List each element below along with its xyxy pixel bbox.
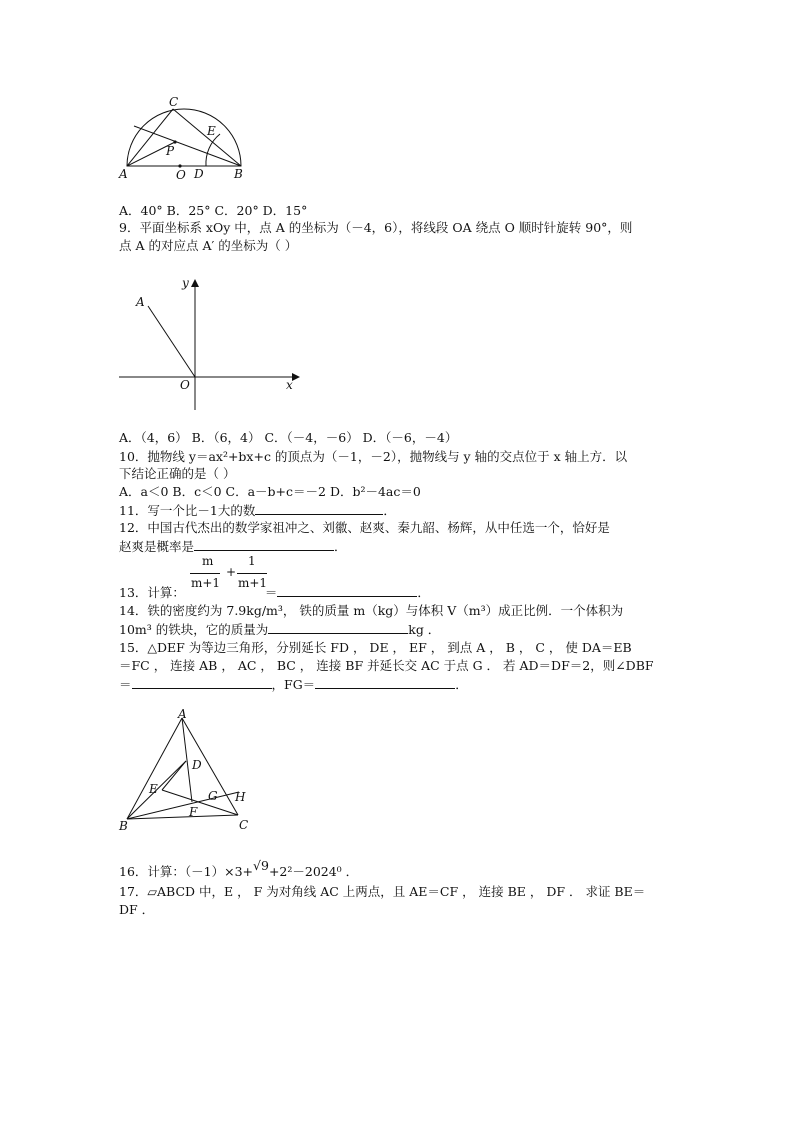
tri-label-C: C xyxy=(239,818,249,832)
q14-answer-blank[interactable] xyxy=(268,621,408,634)
axes-label-A: A xyxy=(136,295,145,309)
tri-label-F: F xyxy=(189,805,198,819)
axes-label-y: y xyxy=(182,276,189,290)
q14-text: 10m³ 的铁块，它的质量为 xyxy=(119,622,269,637)
q13-den2: m+1 xyxy=(238,576,268,590)
q9-line1: 9．平面坐标系 xOy 中，点 A 的坐标为（－4，6），将线段 OA 绕点 O 顺时针旋转 90°，则 xyxy=(119,220,633,235)
q15-angle-blank[interactable] xyxy=(132,676,272,689)
q15-eq: ＝ xyxy=(119,677,132,692)
q13-label: 13．计算： xyxy=(119,585,185,600)
axes-figure xyxy=(114,272,304,414)
q16-sqrt: √9 xyxy=(253,858,269,873)
q14-unit: kg ． xyxy=(408,622,441,637)
q13 xyxy=(119,584,430,601)
q15-line2: ＝FC ， 连接 AB ， AC ， BC ， 连接 BF 并延长交 AC 于点 G ． 若 AD＝DF＝2，则∠DBF xyxy=(119,658,654,673)
q9-options: A．（4，6） B．（6，4） C．（－4，－6） D．（－6，－4） xyxy=(119,430,458,445)
q12-line1: 12．中国古代杰出的数学家祖冲之、刘徽、赵爽、秦九韶、杨辉，从中任选一个，恰好是 xyxy=(119,520,610,535)
tri-label-H: H xyxy=(235,790,246,804)
q13-num1: m xyxy=(202,554,214,568)
axes-label-x: x xyxy=(286,378,293,392)
q12-text: 赵爽是概率是 xyxy=(119,539,195,554)
q14-line1: 14．铁的密度约为 7.9kg/m³， 铁的质量 m（kg）与体积 V（m³）成正比例．一个体积为 xyxy=(119,603,624,618)
q11 xyxy=(119,502,396,519)
label-A: A xyxy=(119,167,128,181)
label-O: O xyxy=(176,168,186,182)
tri-label-E: E xyxy=(149,782,158,796)
q12-end: ． xyxy=(334,539,347,554)
semicircle-figure xyxy=(114,92,250,184)
tri-label-A: A xyxy=(178,707,187,721)
q11-answer-blank[interactable] xyxy=(255,502,383,515)
q12-answer-blank[interactable] xyxy=(194,538,334,551)
tri-label-D: D xyxy=(192,758,202,772)
q9-line2: 点 A 的对应点 A′ 的坐标为（ ） xyxy=(119,238,298,253)
q13-num2: 1 xyxy=(248,554,256,568)
tri-label-B: B xyxy=(119,819,128,833)
q15-fg-blank[interactable] xyxy=(315,676,455,689)
q17-line1: 17．▱ABCD 中，E ， F 为对角线 AC 上两点，且 AE＝CF ， 连接 BE ， DF ． 求证 BE＝ xyxy=(119,884,646,899)
q15-line1: 15．△DEF 为等边三角形，分别延长 FD ， DE ， EF ， 到点 A ， B ， C ， 使 DA＝EB xyxy=(119,640,632,655)
q13-end: ． xyxy=(417,585,430,600)
q17-line2: DF ． xyxy=(119,902,155,917)
q8-options: A．40° B．25° C．20° D．15° xyxy=(119,203,308,218)
q13-eq: ＝ xyxy=(264,585,278,600)
q15-fg-label: ，FG＝ xyxy=(271,677,316,692)
q10-options: A．a＜0 B．c＜0 C．a－b+c＝－2 D．b²－4ac＝0 xyxy=(119,484,421,499)
q13-plus: + xyxy=(226,565,237,579)
label-P: P xyxy=(166,144,175,158)
q13-den1: m+1 xyxy=(191,576,221,590)
q11-end: ． xyxy=(383,503,396,518)
q12-line2 xyxy=(119,538,347,555)
axes-label-O: O xyxy=(180,378,190,392)
label-D: D xyxy=(194,167,204,181)
triangle-figure xyxy=(114,706,259,836)
q16-rest: +2²－2024⁰ ． xyxy=(268,864,359,879)
q15-end: ． xyxy=(455,677,468,692)
q10-line2: 下结论正确的是（ ） xyxy=(119,466,236,481)
label-C: C xyxy=(169,95,179,109)
q14-line2 xyxy=(119,621,440,638)
label-E: E xyxy=(207,124,216,138)
q16-text: 16．计算：（－1）×3+ xyxy=(119,864,254,879)
q11-text: 11．写一个比－1大的数 xyxy=(119,503,256,518)
q13-answer-blank[interactable] xyxy=(277,584,417,597)
label-B: B xyxy=(234,167,243,181)
q15-line3 xyxy=(119,676,468,693)
q16 xyxy=(119,858,359,880)
q10-line1: 10．抛物线 y＝ax²+bx+c 的顶点为（－1，－2），抛物线与 y 轴的交点位于 x 轴上方．以 xyxy=(119,449,628,464)
tri-label-G: G xyxy=(208,789,218,803)
